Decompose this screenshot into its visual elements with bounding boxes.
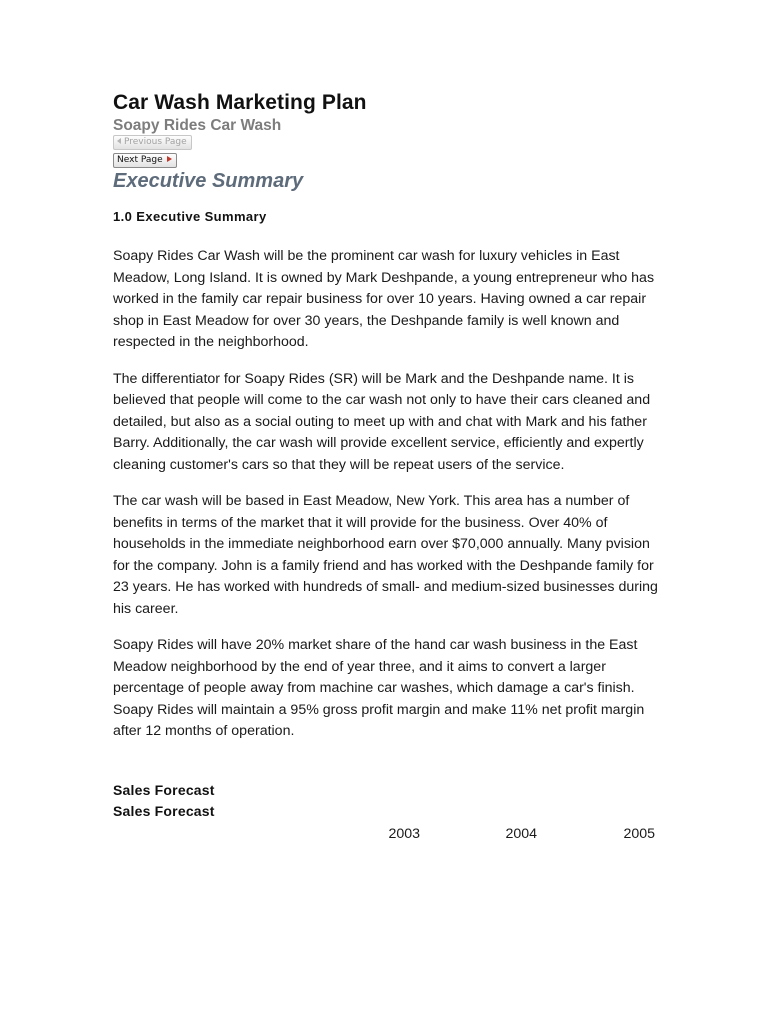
paragraph: Soapy Rides Car Wash will be the prominent car wash for luxury vehicles in East Meadow, Long Island. It is owned by Mark Deshpande, a young entrepreneur who has worked in the family car repair business for over 10 years. Having owned a car repair shop in East Meadow for over 30 years, the Deshpande family is well known and respected in the neighborhood.: [113, 248, 655, 350]
year-header: 2005: [623, 825, 655, 842]
next-page-button[interactable]: [113, 153, 177, 168]
next-page-label: Next Page: [117, 155, 163, 165]
sales-forecast-label: Sales Forecast: [113, 802, 215, 819]
previous-page-button[interactable]: [113, 135, 192, 150]
year-header: 2004: [505, 825, 537, 842]
paragraph: The car wash will be based in East Meadow, New York. This area has a number of benefits in terms of the market that it will provide for the business. Over 40% of households in the immediate neighborhood earn over $70,000 annually. Many pvision for the company. John is a family friend and has worked with the Deshpande family for 23 years. He has worked with hundreds of small- and medium-sized businesses during his career.: [113, 493, 658, 617]
document-page: [113, 90, 658, 848]
arrow-right-icon: [167, 156, 172, 162]
year-header: 2003: [388, 825, 420, 842]
previous-page-label: Previous Page: [124, 137, 187, 147]
document-subtitle: Soapy Rides Car Wash: [113, 117, 282, 134]
sales-forecast-label: Sales Forecast: [113, 781, 215, 798]
paragraph: The differentiator for Soapy Rides (SR) will be Mark and the Deshpande name. It is believed that people will come to the car wash not only to have their cars cleaned and detailed, but also as a social outing to meet up with and chat with Mark and his father Barry. Additionally, the car wash will provide excellent service, efficiently and expertly cleaning customer's cars so that they will be repeat users of the service.: [113, 370, 651, 473]
document-title: Car Wash Marketing Plan: [113, 91, 367, 114]
forecast-year-header-row: [113, 824, 658, 848]
arrow-left-icon: [117, 138, 121, 144]
paragraph: Soapy Rides will have 20% market share of the hand car wash business in the East Meadow neighborhood by the end of year three, and it aims to convert a larger percentage of people away from machine car washes, which damage a car's finish. Soapy Rides will maintain a 95% gross profit margin and make 11% net profit margin after 12 months of operation.: [113, 637, 645, 739]
section-heading: Executive Summary: [113, 170, 304, 192]
sub-heading: 1.0 Executive Summary: [113, 209, 267, 224]
sales-forecast-section: [113, 780, 658, 848]
